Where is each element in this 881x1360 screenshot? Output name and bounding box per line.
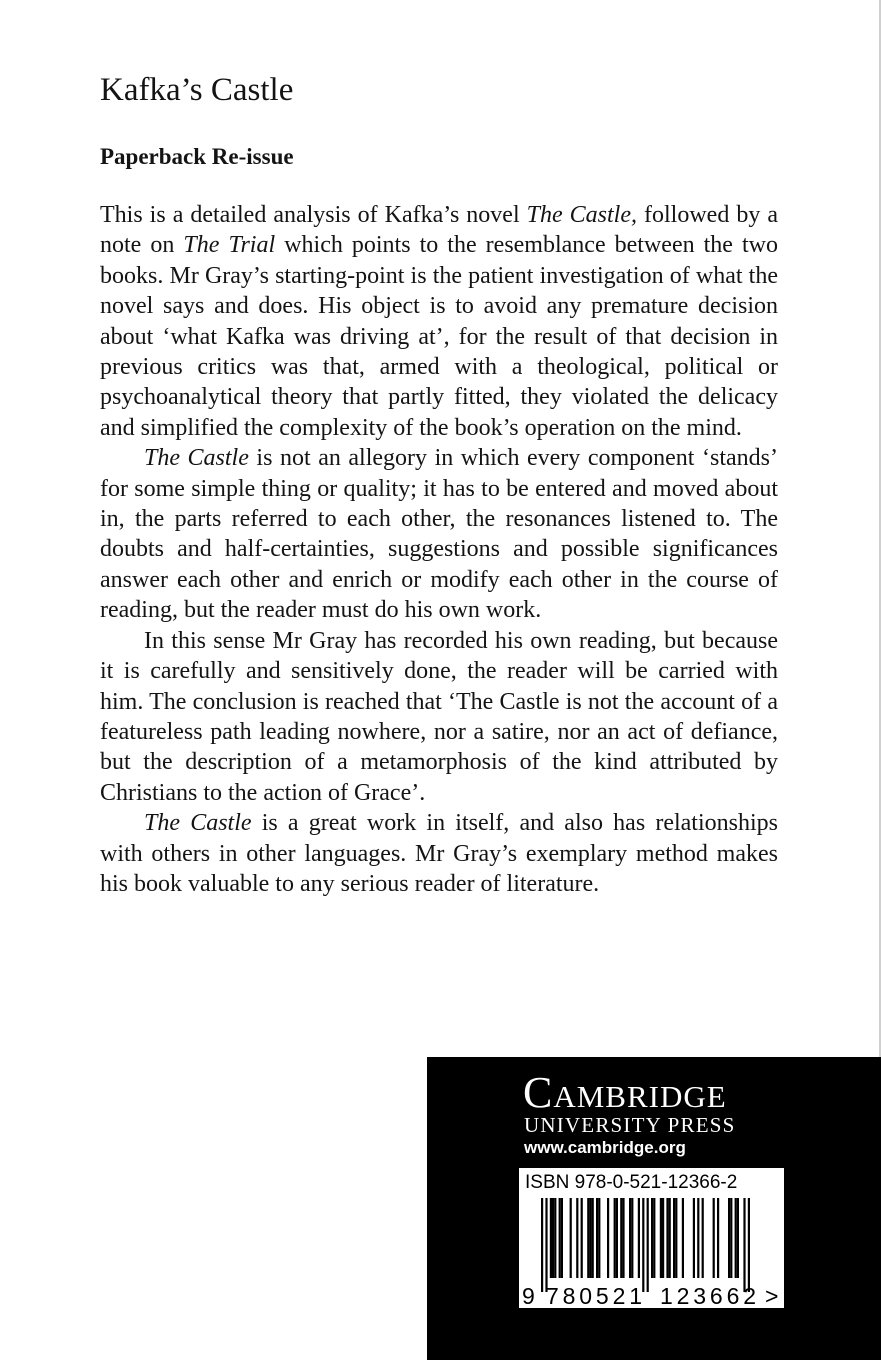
barcode-bar	[631, 1198, 633, 1278]
barcode-bar	[576, 1198, 578, 1278]
barcode-bar	[596, 1198, 598, 1278]
text-run: which points to the resemblance between the two books. Mr Gray’s starting-point is the patient investigation of what the novel says and does. His object is to avoid any premature decision about ‘what Kafka was driving at’, for the result of that decision in previous critics was that, armed with a theological, political or psychoanalytical theory that partly fitted, they violated the delicacy and simplified the complexity of the book’s operation on the mind.	[100, 232, 778, 441]
description-paragraph-3: In this sense Mr Gray has recorded his own reading, but because it is carefully and sensitively done, the reader will be carried with him. The conclusion is reached that ‘The Castle is not the account of a featureless path leading nowhere, nor a satire, nor an act of defiance, but the description of a metamorphosis of the kind attributed by Christians to the action of Grace’.	[100, 627, 778, 806]
publisher-name: Cambridge	[523, 1068, 727, 1117]
barcode-bar	[735, 1198, 737, 1278]
barcode-bar	[660, 1198, 662, 1278]
barcode-bar	[592, 1198, 594, 1278]
barcode-bar	[748, 1198, 750, 1292]
barcode-bar	[545, 1198, 547, 1292]
publisher-url: www.cambridge.org	[524, 1138, 686, 1157]
description-paragraph-4	[100, 808, 778, 899]
barcode-bar	[730, 1198, 732, 1278]
barcode-bar	[552, 1198, 554, 1278]
barcode-bar	[598, 1198, 600, 1278]
publisher-press: UNIVERSITY PRESS	[524, 1113, 736, 1137]
barcode-bar	[616, 1198, 618, 1278]
italic-title: The Castle	[144, 810, 252, 837]
barcode-bar	[554, 1198, 556, 1278]
barcode-bar	[647, 1198, 649, 1292]
barcode-bar	[622, 1198, 624, 1278]
barcode-bar	[666, 1198, 668, 1278]
italic-title: The Castle,	[526, 202, 638, 228]
barcode-image	[519, 1168, 784, 1308]
description-paragraph-2	[100, 443, 778, 625]
edition-subtitle: Paperback Re-issue	[100, 144, 294, 169]
book-description	[100, 200, 778, 899]
publisher-panel	[427, 1057, 881, 1360]
italic-title: The Trial	[183, 232, 276, 259]
barcode-box	[519, 1168, 784, 1308]
barcode-bar	[653, 1198, 655, 1278]
text-run: is a great work in itself, and also has relationships with others in other languages. Mr Gray’s exemplary method makes his book valuable to any serious reader of literature.	[100, 810, 778, 897]
barcode-bar	[638, 1198, 640, 1278]
barcode-bar	[607, 1198, 609, 1278]
text-run: is not an allegory in which every component ‘stands’ for some simple thing or quality; it has to be entered and moved about in, the parts referred to each other, the resonances listened to. The doubts and half-certainties, suggestions and possible significances answer each other and enrich or modify each other in the course of reading, but the reader must do his own work.	[100, 445, 779, 624]
barcode-bar	[717, 1198, 719, 1278]
description-paragraph-1	[100, 200, 778, 443]
barcode-bar	[702, 1198, 704, 1278]
barcode-bar	[642, 1198, 644, 1292]
barcode-end-mark: >	[765, 1283, 779, 1308]
text-run: This is a detailed analysis of Kafka’s novel	[100, 202, 527, 228]
barcode-bar	[620, 1198, 622, 1278]
barcode-bar	[673, 1198, 675, 1278]
barcode-bar	[743, 1198, 745, 1292]
barcode-bar	[559, 1198, 561, 1278]
barcode-bar	[693, 1198, 695, 1278]
barcode-bar	[614, 1198, 616, 1278]
barcode-bar	[629, 1198, 631, 1278]
barcode-bar	[675, 1198, 677, 1278]
barcode-digits-right: 123662	[660, 1283, 756, 1308]
barcode-bar	[713, 1198, 715, 1278]
barcode-bar	[697, 1198, 699, 1278]
barcode-digits-left: 780521	[546, 1283, 642, 1308]
barcode-bar	[662, 1198, 664, 1278]
barcode-bar	[570, 1198, 572, 1278]
barcode-bar	[561, 1198, 563, 1278]
book-title: Kafka’s Castle	[100, 72, 294, 108]
barcode-bar	[587, 1198, 589, 1278]
barcode-bar	[581, 1198, 583, 1278]
isbn-label: ISBN 978-0-521-12366-2	[525, 1172, 738, 1193]
barcode-bar	[728, 1198, 730, 1278]
barcode-bar	[651, 1198, 653, 1278]
barcode-bar	[589, 1198, 591, 1278]
barcode-bar	[737, 1198, 739, 1278]
barcode-bar	[669, 1198, 671, 1278]
italic-title: The Castle	[144, 445, 249, 472]
barcode-bar	[541, 1198, 543, 1292]
barcode-bar	[550, 1198, 552, 1278]
barcode-bar	[682, 1198, 684, 1278]
barcode-digit-first: 9	[522, 1283, 535, 1308]
text-run: followed by a note on	[100, 202, 779, 259]
